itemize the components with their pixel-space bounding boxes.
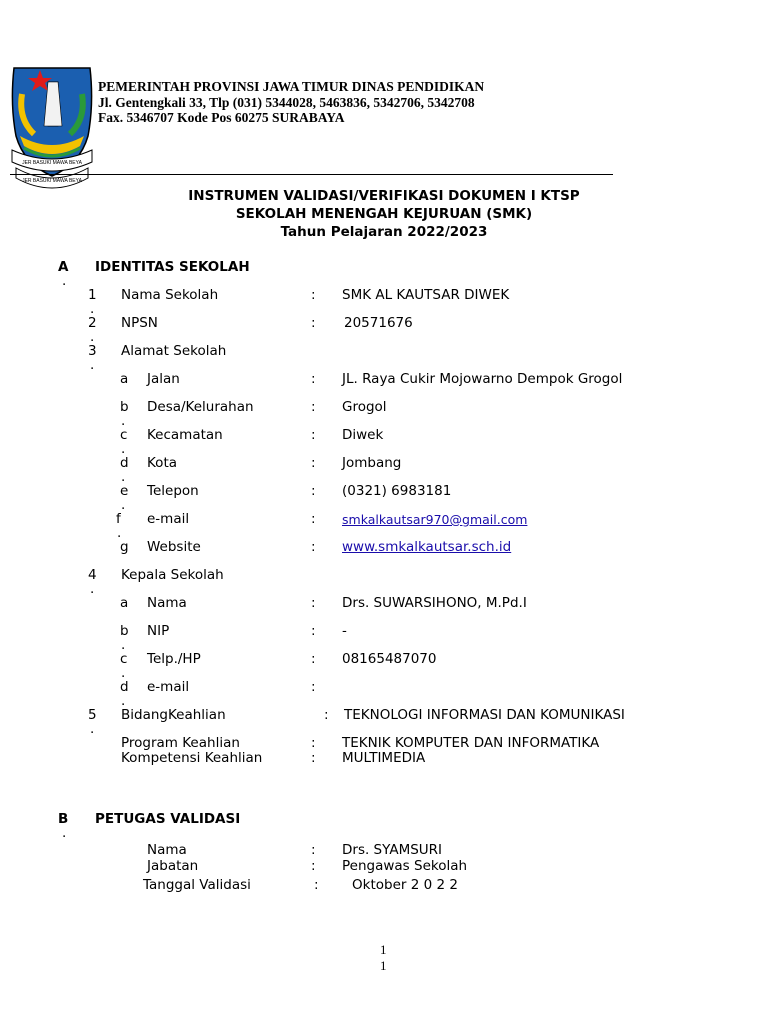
letterhead-line-1: PEMERINTAH PROVINSI JAWA TIMUR DINAS PENDIDIKAN [98,79,485,94]
petugas-jabatan-label: Jabatan [147,858,199,874]
sub-letter: e [120,483,129,499]
kepsek-nama-label: Nama [147,595,187,611]
province-logo [8,64,96,190]
logo-motto-bottom: JER BASUKI MAWA BEYA [22,178,82,184]
dot: . [121,469,126,485]
doc-title-line-2: SEKOLAH MENENGAH KEJURUAN (SMK) [235,206,533,222]
bidang-keahlian-label: BidangKeahlian [121,707,226,723]
kepsek-telp-label: Telp./HP [147,651,201,667]
colon: : [311,735,316,751]
dot: . [90,301,95,317]
colon: : [311,455,316,471]
colon: : [311,287,316,303]
kompetensi-keahlian-label: Kompetensi Keahlian [121,750,263,766]
sub-letter: b [120,399,129,415]
section-a-title: IDENTITAS SEKOLAH [95,259,250,275]
dot: . [62,825,67,841]
page-number: 1 [380,958,387,973]
npsn-label: NPSN [121,315,158,331]
dot: . [121,637,126,653]
nama-sekolah-label: Nama Sekolah [121,287,219,303]
item-number: 1 [88,287,97,303]
school-website-link[interactable]: www.smkalkautsar.sch.id [342,539,512,555]
alamat-label: Alamat Sekolah [121,343,227,359]
doc-title-line-3: Tahun Pelajaran 2022/2023 [280,224,488,240]
jalan-label: Jalan [147,371,180,387]
item-number: 2 [88,315,97,331]
section-b-letter: B [58,811,69,827]
dot: . [90,329,95,345]
tanggal-validasi-value: Oktober 2 0 2 2 [352,877,458,893]
jalan-value: JL. Raya Cukir Mojowarno Dempok Grogol [342,371,623,387]
section-a-letter: A [58,259,69,275]
kepsek-telp-value: 08165487070 [342,651,437,667]
colon: : [311,858,316,874]
colon: : [314,877,319,893]
letterhead-divider [10,174,613,175]
colon: : [324,707,329,723]
sub-letter: a [120,595,129,611]
kecamatan-value: Diwek [342,427,384,443]
dot: . [62,273,67,289]
bidang-keahlian-value: TEKNOLOGI INFORMASI DAN KOMUNIKASI [344,707,625,723]
dot: . [121,693,126,709]
sub-letter: b [120,623,129,639]
item-number: 4 [88,567,97,583]
letterhead-line-3: Fax. 5346707 Kode Pos 60275 SURABAYA [98,110,345,125]
colon: : [311,399,316,415]
page-number: 1 [380,942,387,957]
sub-letter: a [120,371,129,387]
colon: : [311,842,316,858]
kepsek-nip-label: NIP [147,623,170,639]
dot: . [121,497,126,513]
school-email-link[interactable]: smkalkautsar970@gmail.com [342,512,528,527]
colon: : [311,595,316,611]
colon: : [311,483,316,499]
petugas-nama-value: Drs. SYAMSURI [342,842,443,858]
nama-sekolah-value: SMK AL KAUTSAR DIWEK [342,287,510,303]
kepala-sekolah-label: Kepala Sekolah [121,567,224,583]
tanggal-validasi-label: Tanggal Validasi [143,877,251,893]
dot: . [121,665,126,681]
dot: . [90,357,95,373]
doc-title-line-1: INSTRUMEN VALIDASI/VERIFIKASI DOKUMEN I KTSP [188,188,580,204]
item-number: 3 [88,343,97,359]
sub-letter: d [120,455,129,471]
sub-letter: f [116,511,121,527]
colon: : [311,750,316,766]
section-b-title: PETUGAS VALIDASI [95,811,241,827]
sub-letter: d [120,679,129,695]
sub-letter: g [120,539,129,555]
item-number: 5 [88,707,97,723]
kecamatan-label: Kecamatan [147,427,223,443]
kepsek-nip-value: - [342,623,347,639]
program-keahlian-label: Program Keahlian [121,735,240,751]
kota-label: Kota [147,455,178,471]
dot: . [90,721,95,737]
kepsek-nama-value: Drs. SUWARSIHONO, M.Pd.I [342,595,527,611]
letterhead-line-2: Jl. Gentengkali 33, Tlp (031) 5344028, 5463836, 5342706, 5342708 [98,95,475,110]
email-label: e-mail [147,511,190,527]
petugas-nama-label: Nama [147,842,187,858]
petugas-jabatan-value: Pengawas Sekolah [342,858,468,874]
desa-label: Desa/Kelurahan [147,399,254,415]
colon: : [311,371,316,387]
telepon-label: Telepon [147,483,199,499]
dot: . [117,525,122,541]
website-label: Website [147,539,201,555]
colon: : [311,539,316,555]
kompetensi-keahlian-value: MULTIMEDIA [342,750,426,766]
dot: . [121,413,126,429]
colon: : [311,623,316,639]
kota-value: Jombang [342,455,402,471]
colon: : [311,511,316,527]
desa-value: Grogol [342,399,387,415]
colon: : [311,679,316,695]
program-keahlian-value: TEKNIK KOMPUTER DAN INFORMATIKA [342,735,600,751]
kepsek-email-label: e-mail [147,679,190,695]
colon: : [311,427,316,443]
logo-motto-top: JER BASUKI MAWA BEYA [22,160,82,166]
colon: : [311,651,316,667]
dot: . [121,441,126,457]
sub-letter: c [120,427,128,443]
colon: : [311,315,316,331]
dot: . [90,581,95,597]
telepon-value: (0321) 6983181 [342,483,452,499]
sub-letter: c [120,651,128,667]
npsn-value: 20571676 [344,315,413,331]
